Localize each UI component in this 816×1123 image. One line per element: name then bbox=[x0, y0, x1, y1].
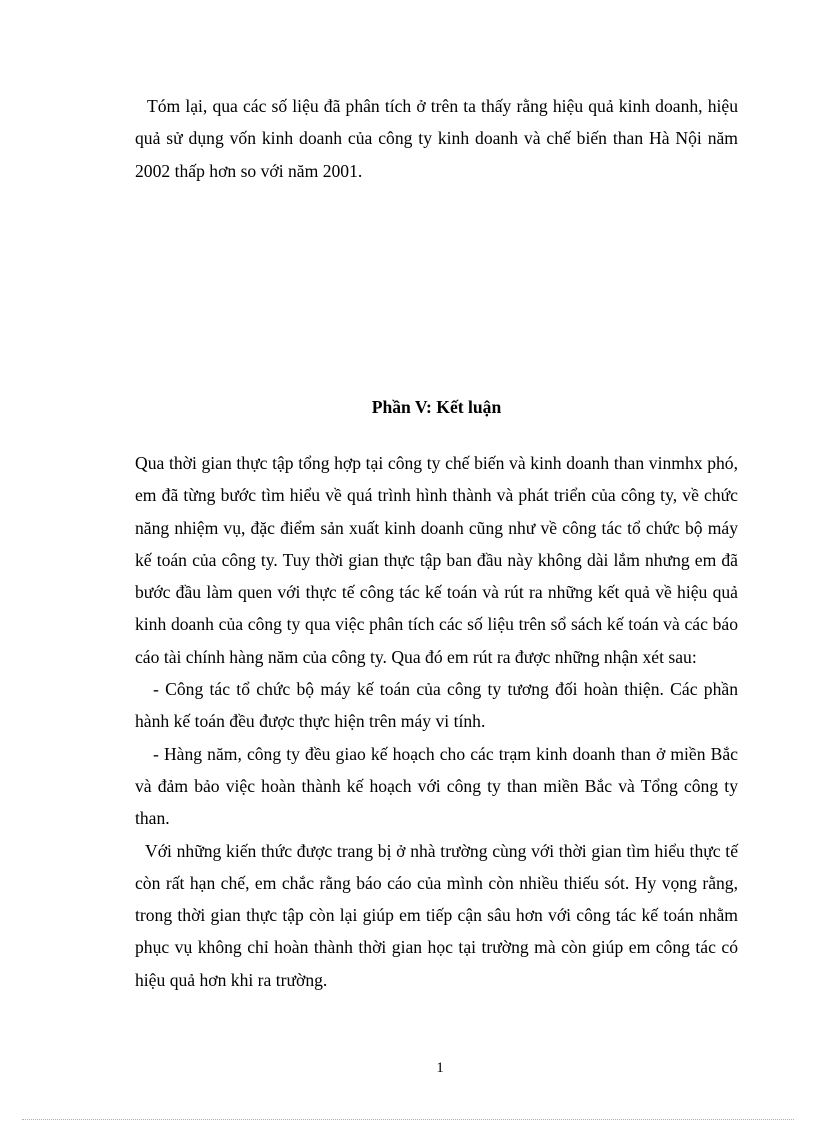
conclusion-body bbox=[135, 447, 738, 996]
bullet-paragraph: - Hàng năm, công ty đều giao kế hoạch cho các trạm kinh doanh than ở miền Bắc và đảm bảo việc hoàn thành kế hoạch với công ty than miền Bắc và Tổng công ty than. bbox=[135, 743, 738, 829]
bullet-paragraph: - Công tác tổ chức bộ máy kế toán của công ty tương đối hoàn thiện. Các phần hành kế toán đều được thực hiện trên máy vi tính. bbox=[135, 679, 738, 732]
conclusion-paragraph: Qua thời gian thực tập tổng hợp tại công ty chế biến và kinh doanh than vinmhx phó, em đã từng bước tìm hiểu về quá trình hình thành và phát triển của công ty, về chức năng nhiệm vụ, đặc điểm sản xuất kinh doanh cũng như về công tác tổ chức bộ máy kế toán của công ty. Tuy thời gian thực tập ban đầu này không dài lắm nhưng em đã bước đầu làm quen với thực tế công tác kế toán và rút ra những kết quả về hiệu quả kinh doanh của công ty qua việc phân tích các số liệu trên sổ sách kế toán và các báo cáo tài chính hàng năm của công ty. Qua đó em rút ra được những nhận xét sau: bbox=[135, 453, 738, 667]
closing-paragraph: Với những kiến thức được trang bị ở nhà trường cùng với thời gian tìm hiểu thực tế còn rất hạn chế, em chắc rằng báo cáo của mình còn nhiều thiếu sót. Hy vọng rằng, trong thời gian thực tập còn lại giúp em tiếp cận sâu hơn với công tác kế toán nhằm phục vụ không chỉ hoàn thành thời gian học tại trường mà còn giúp em công tác có hiệu quả hơn khi ra trường. bbox=[135, 840, 738, 990]
page-number: 1 bbox=[436, 1060, 444, 1076]
page-divider bbox=[22, 1119, 794, 1120]
section-heading: Phần V: Kết luận bbox=[371, 397, 502, 417]
intro-paragraph: Tóm lại, qua các số liệu đã phân tích ở trên ta thấy rằng hiệu quả kinh doanh, hiệu quả sử dụng vốn kinh doanh của công ty kinh doanh và chế biến than Hà Nội năm 2002 thấp hơn so với năm 2001. bbox=[135, 96, 738, 181]
